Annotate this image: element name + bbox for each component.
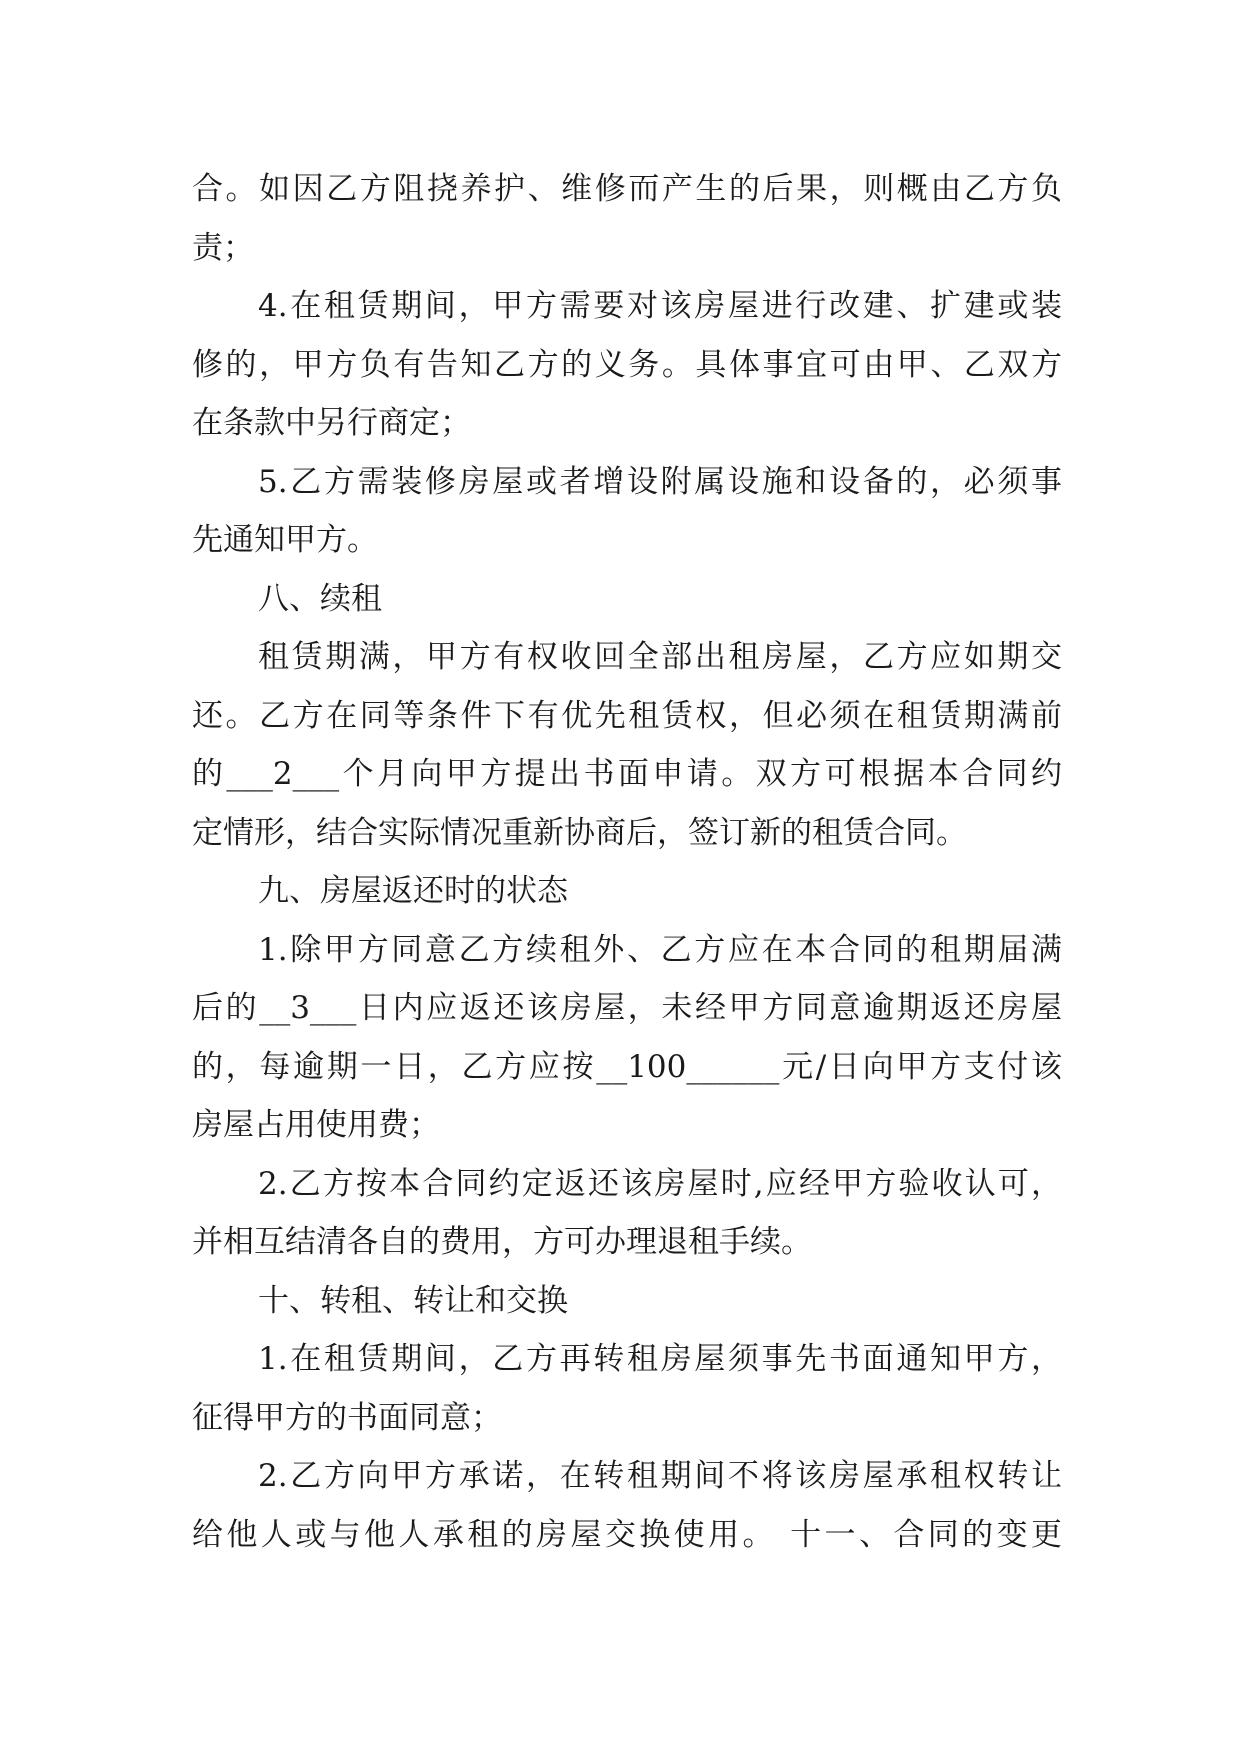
text-line: 并相互结清各自的费用，方可办理退租手续。 <box>192 1224 812 1260</box>
text-line: 租赁期满，甲方有权收回全部出租房屋，乙方应如期交 <box>258 639 1062 675</box>
clause-5: 5.乙方需装修房屋或者增设附属设施和设备的，必须事 <box>258 463 1062 500</box>
clause-1: 1.除甲方同意乙方续租外、乙方应在本合同的租期届满 <box>258 931 1062 968</box>
text-line: 还。乙方在同等条件下有优先租赁权，但必须在租赁期满前 <box>192 697 1062 734</box>
section-heading-renewal: 八、续租 <box>258 580 382 617</box>
text-line: 责； <box>192 229 254 266</box>
text-line: 修的，甲方负有告知乙方的义务。具体事宜可由甲、乙双方 <box>192 346 1062 383</box>
text-line: 先通知甲方。 <box>192 522 378 558</box>
contract-text <box>192 160 1062 1564</box>
clause-2: 2.乙方按本合同约定返还该房屋时,应经甲方验收认可， <box>258 1165 1062 1202</box>
text-line: 在条款中另行商定； <box>192 405 471 441</box>
clause-1: 1.在租赁期间，乙方再转租房屋须事先书面通知甲方， <box>258 1341 1062 1377</box>
text-line: 后的__3___日内应返还该房屋，未经甲方同意逾期返还房屋 <box>192 990 1062 1026</box>
text-line: 定情形，结合实际情况重新协商后，签订新的租赁合同。 <box>192 814 967 851</box>
text-line: 给他人或与他人承租的房屋交换使用。 十一、合同的变更 <box>192 1516 1062 1553</box>
clause-4: 4.在租赁期间，甲方需要对该房屋进行改建、扩建或装 <box>258 288 1062 324</box>
text-line: 的，每逾期一日，乙方应按__100______元/日向甲方支付该 <box>192 1048 1062 1085</box>
clause-2: 2.乙方向甲方承诺，在转租期间不将该房屋承租权转让 <box>258 1458 1062 1494</box>
text-line: 的___2___个月向甲方提出书面申请。双方可根据本合同约 <box>192 756 1062 792</box>
section-heading-sublease: 十、转租、转让和交换 <box>258 1282 568 1319</box>
text-line: 房屋占用使用费； <box>192 1107 440 1143</box>
text-line: 征得甲方的书面同意； <box>192 1399 502 1436</box>
text-line: 合。如因乙方阻挠养护、维修而产生的后果，则概由乙方负 <box>192 171 1062 207</box>
section-heading-return-state: 九、房屋返还时的状态 <box>258 873 568 909</box>
